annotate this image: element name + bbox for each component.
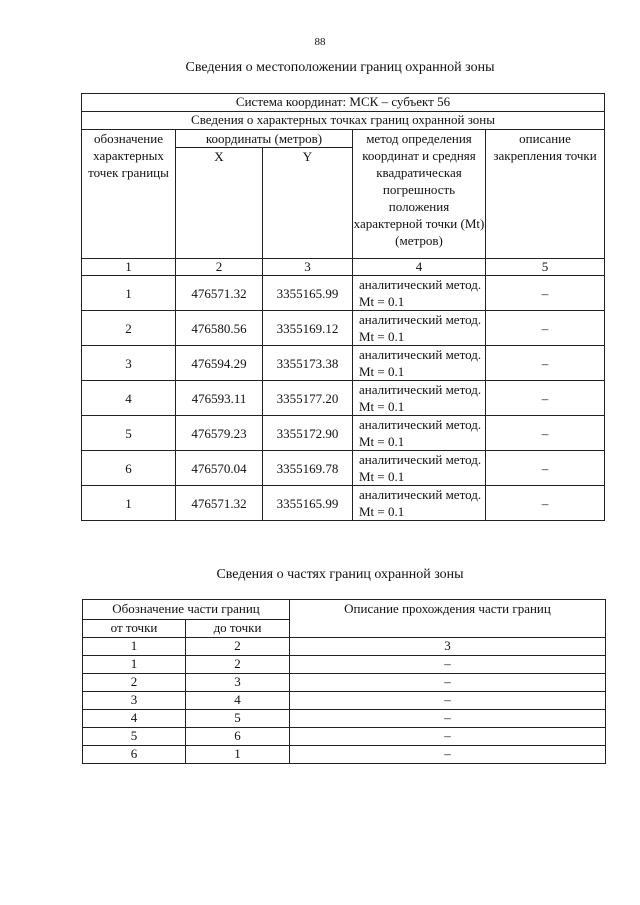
column-number: 1	[82, 259, 176, 276]
point-cell: 4	[82, 381, 176, 416]
table-row	[83, 656, 606, 674]
x-cell: 476593.11	[176, 381, 263, 416]
table-row	[83, 728, 606, 746]
point-cell: 1	[82, 486, 176, 521]
description-cell: –	[486, 451, 605, 486]
table-row	[83, 746, 606, 764]
y-cell: 3355169.78	[263, 451, 353, 486]
from-cell: 6	[83, 746, 186, 764]
description-cell: –	[486, 311, 605, 346]
header-y: Y	[263, 148, 353, 259]
from-cell: 3	[83, 692, 186, 710]
method-cell: аналитический метод. Mt = 0.1	[353, 311, 486, 346]
header-description: описание закрепления точки	[486, 130, 605, 259]
from-cell: 5	[83, 728, 186, 746]
column-number: 3	[263, 259, 353, 276]
table-row	[82, 346, 605, 381]
description-cell: –	[290, 674, 606, 692]
description-cell: –	[486, 346, 605, 381]
header-part: Обозначение части границ	[83, 600, 290, 620]
column-number: 5	[486, 259, 605, 276]
point-cell: 5	[82, 416, 176, 451]
table-row	[82, 416, 605, 451]
description-cell: –	[290, 656, 606, 674]
from-cell: 4	[83, 710, 186, 728]
page-number: 88	[314, 36, 326, 48]
parts-title: Сведения о частях границ охранной зоны	[216, 567, 464, 582]
header-method: метод определения координат и средняя квадратическая погрешность положения характерной точки (Mt) (метров)	[353, 130, 486, 259]
point-cell: 6	[82, 451, 176, 486]
table-row	[83, 710, 606, 728]
column-number: 3	[290, 638, 606, 656]
header-to: до точки	[186, 620, 290, 638]
table-row	[82, 311, 605, 346]
header-coords: координаты (метров)	[176, 130, 353, 148]
y-cell: 3355172.90	[263, 416, 353, 451]
method-cell: аналитический метод. Mt = 0.1	[353, 451, 486, 486]
to-cell: 5	[186, 710, 290, 728]
x-cell: 476579.23	[176, 416, 263, 451]
x-cell: 476571.32	[176, 276, 263, 311]
description-cell: –	[486, 381, 605, 416]
header-from: от точки	[83, 620, 186, 638]
to-cell: 3	[186, 674, 290, 692]
description-cell: –	[290, 728, 606, 746]
location-title: Сведения о местоположении границ охранной зоны	[185, 60, 495, 75]
to-cell: 4	[186, 692, 290, 710]
coord-system-cell: Система координат: МСК – субъект 56	[82, 94, 605, 112]
point-cell: 2	[82, 311, 176, 346]
from-cell: 2	[83, 674, 186, 692]
description-cell: –	[486, 416, 605, 451]
y-cell: 3355177.20	[263, 381, 353, 416]
table-row	[83, 692, 606, 710]
table-row	[82, 486, 605, 521]
point-cell: 3	[82, 346, 176, 381]
column-number: 4	[353, 259, 486, 276]
parts-table	[82, 599, 606, 764]
description-cell: –	[486, 486, 605, 521]
to-cell: 6	[186, 728, 290, 746]
column-number: 2	[186, 638, 290, 656]
table-row	[82, 276, 605, 311]
description-cell: –	[290, 710, 606, 728]
description-cell: –	[290, 746, 606, 764]
points-heading-cell: Сведения о характерных точках границ охранной зоны	[82, 112, 605, 130]
y-cell: 3355165.99	[263, 486, 353, 521]
method-cell: аналитический метод. Mt = 0.1	[353, 276, 486, 311]
header-x: X	[176, 148, 263, 259]
point-cell: 1	[82, 276, 176, 311]
description-cell: –	[486, 276, 605, 311]
points-table	[81, 93, 605, 521]
table-row	[82, 451, 605, 486]
description-cell: –	[290, 692, 606, 710]
x-cell: 476570.04	[176, 451, 263, 486]
from-cell: 1	[83, 656, 186, 674]
column-number: 2	[176, 259, 263, 276]
to-cell: 2	[186, 656, 290, 674]
table-row	[82, 381, 605, 416]
x-cell: 476580.56	[176, 311, 263, 346]
header-point: обозначение характерных точек границы	[82, 130, 176, 259]
method-cell: аналитический метод. Mt = 0.1	[353, 346, 486, 381]
method-cell: аналитический метод. Mt = 0.1	[353, 416, 486, 451]
table-row	[83, 674, 606, 692]
column-number: 1	[83, 638, 186, 656]
to-cell: 1	[186, 746, 290, 764]
x-cell: 476594.29	[176, 346, 263, 381]
y-cell: 3355173.38	[263, 346, 353, 381]
header-part-description: Описание прохождения части границ	[290, 600, 606, 638]
y-cell: 3355165.99	[263, 276, 353, 311]
y-cell: 3355169.12	[263, 311, 353, 346]
method-cell: аналитический метод. Mt = 0.1	[353, 381, 486, 416]
method-cell: аналитический метод. Mt = 0.1	[353, 486, 486, 521]
x-cell: 476571.32	[176, 486, 263, 521]
